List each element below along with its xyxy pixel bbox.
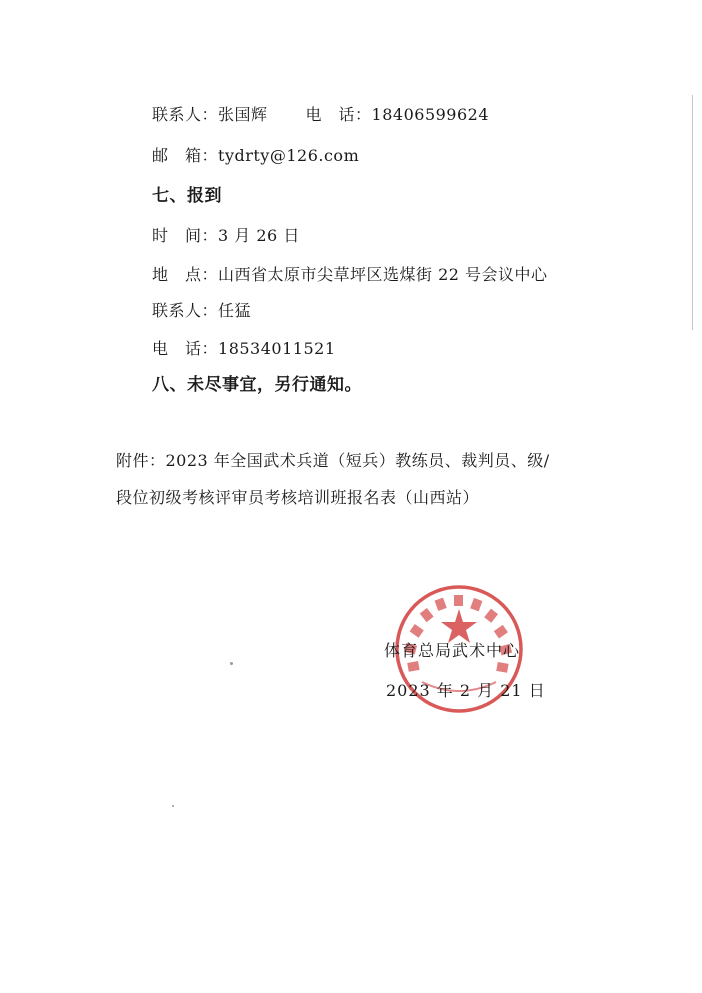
report-phone-value: 18534011521	[218, 339, 336, 358]
email-value: tydrty@126.com	[218, 146, 360, 165]
report-time-label: 时 间：	[152, 226, 219, 245]
email-label: 邮 箱：	[152, 146, 219, 165]
contact-label: 联系人：	[152, 105, 219, 124]
email-line	[152, 145, 359, 167]
report-time-value: 3 月 26 日	[218, 226, 300, 245]
attachment-line-1: 附件：2023 年全国武术兵道（短兵）教练员、裁判员、级/	[116, 451, 550, 470]
contact-line	[152, 104, 489, 126]
report-contact-line	[152, 300, 251, 322]
report-contact-value: 任猛	[218, 301, 252, 320]
signature-date: 2023 年 2 月 21 日	[386, 681, 546, 700]
report-time-line	[152, 225, 300, 247]
report-phone-line	[152, 338, 336, 360]
attachment-line-2: 段位初级考核评审员考核培训班报名表（山西站）	[116, 488, 480, 507]
contact-phone-label: 电 话：	[305, 105, 372, 124]
scan-speck	[230, 662, 233, 665]
contact-name: 张国辉	[218, 105, 268, 124]
report-contact-label: 联系人：	[152, 301, 219, 320]
report-phone-label: 电 话：	[152, 339, 219, 358]
section-eight-heading: 八、未尽事宜，另行通知。	[152, 375, 362, 395]
section-seven-heading: 七、报到	[152, 186, 222, 206]
contact-phone: 18406599624	[371, 105, 490, 124]
scan-speck	[172, 805, 174, 807]
signature-org: 体育总局武术中心	[384, 641, 521, 660]
report-place-label: 地 点：	[152, 265, 219, 284]
report-place-value: 山西省太原市尖草坪区选煤街 22 号会议中心	[218, 265, 548, 284]
seal-star-icon	[441, 609, 477, 643]
report-place-line	[152, 264, 548, 286]
scan-edge-line	[692, 95, 693, 330]
